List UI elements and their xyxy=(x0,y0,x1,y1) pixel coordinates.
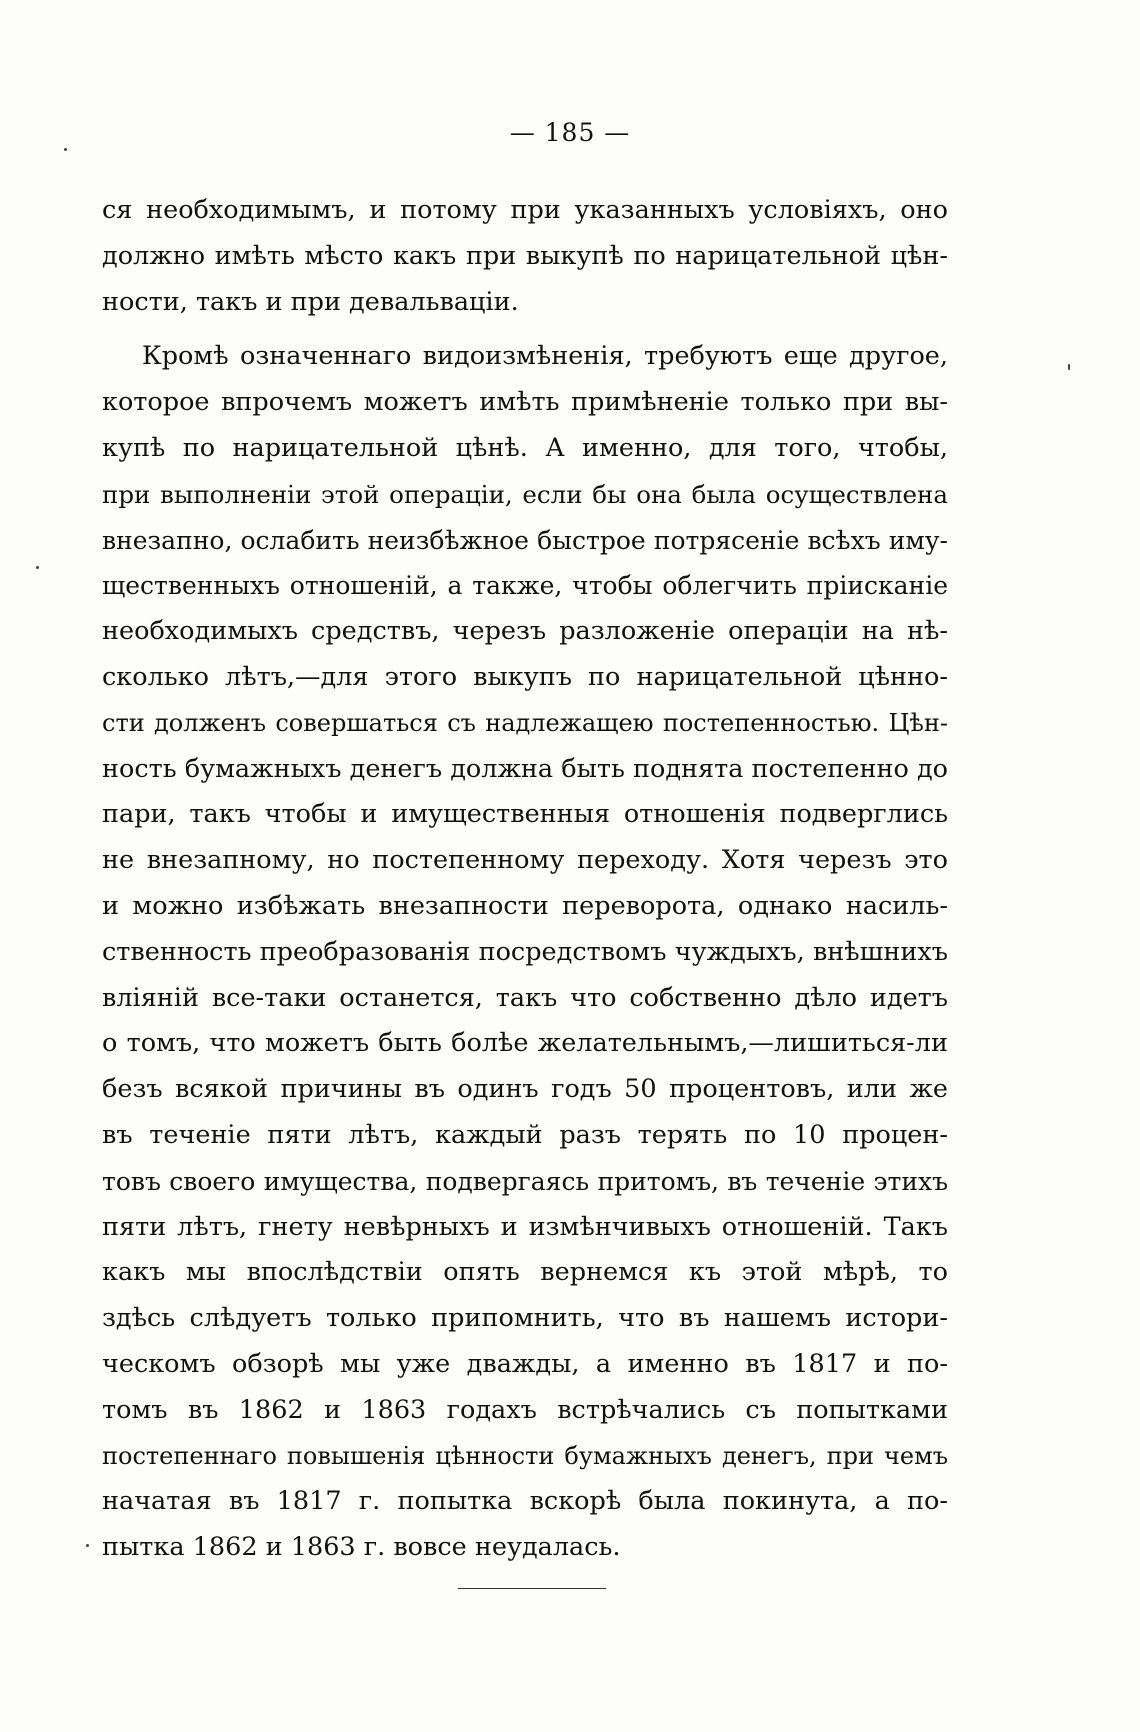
text-line: товъ своего имущества, подвергаясь притомъ, въ теченіе этихъ xyxy=(102,1166,948,1196)
text-line: здѣсь слѣдуетъ только припомнить, что въ нашемъ истори- xyxy=(102,1303,948,1334)
text-line: внезапно, ослабить неизбѣжное быстрое потрясеніе всѣхъ иму- xyxy=(102,525,948,555)
text-line: томъ въ 1862 и 1863 годахъ встрѣчались съ попытками xyxy=(102,1394,948,1425)
text-line: купѣ по нарицательной цѣнѣ. А именно, для того, чтобы, xyxy=(102,432,948,463)
body-text xyxy=(102,188,948,1571)
text-line: необходимыхъ средствъ, черезъ разложеніе операціи на нѣ- xyxy=(102,616,948,647)
text-line: безъ всякой причины въ одинъ годъ 50 процентовъ, или же xyxy=(102,1074,948,1105)
text-line: начатая въ 1817 г. попытка вскорѣ была покинута, а по- xyxy=(102,1486,948,1517)
scan-speck xyxy=(86,1544,89,1547)
text-line: постепеннаго повышенія цѣнности бумажныхъ денегъ, при чемъ xyxy=(102,1441,948,1470)
text-line: сколько лѣтъ,—для этого выкупъ по нарицательной цѣнно- xyxy=(102,661,948,692)
text-line: пари, такъ чтобы и имущественныя отношенія подверглись xyxy=(102,799,948,830)
scan-speck xyxy=(64,148,67,151)
page-number: — 185 — xyxy=(509,118,631,147)
text-line: какъ мы впослѣдствіи опять вернемся къ этой мѣрѣ, то xyxy=(102,1257,948,1288)
text-line: Кромѣ означеннаго видоизмѣненія, требуютъ еще другое, xyxy=(142,341,948,372)
text-line: ческомъ обзорѣ мы уже дважды, а именно въ 1817 и по- xyxy=(102,1348,948,1379)
text-line: вліяній все-таки останется, такъ что собственно дѣло идетъ xyxy=(102,982,948,1013)
text-line: ность бумажныхъ денегъ должна быть поднята постепенно до xyxy=(102,753,948,784)
text-line: сти долженъ совершаться съ надлежащею постепенностью. Цѣн- xyxy=(102,708,948,737)
text-line: пытка 1862 и 1863 г. вовсе неудалась. xyxy=(102,1532,621,1563)
text-line: ся необходимымъ, и потому при указанныхъ условіяхъ, оно xyxy=(102,195,948,225)
text-line: ственность преобразованія посредствомъ чуждыхъ, внѣшнихъ xyxy=(102,936,948,967)
text-line: въ теченіе пяти лѣтъ, каждый разъ терять по 10 процен- xyxy=(102,1119,948,1150)
text-line: щественныхъ отношеній, а также, чтобы облегчить пріисканіе xyxy=(102,571,948,601)
text-line: которое впрочемъ можетъ имѣть примѣненіе только при вы- xyxy=(102,387,948,418)
text-line: пяти лѣтъ, гнету невѣрныхъ и измѣнчивыхъ отношеній. Такъ xyxy=(102,1211,948,1242)
text-line: о томъ, что можетъ быть болѣе желательнымъ,—лишиться-ли xyxy=(102,1028,948,1059)
text-line: ности, такъ и при девальваціи. xyxy=(102,286,519,317)
text-line: при выполненіи этой операціи, если бы она была осуществлена xyxy=(102,479,948,509)
end-rule xyxy=(458,1588,606,1589)
scan-speck xyxy=(36,566,39,569)
scan-speck xyxy=(1068,364,1070,370)
text-line: должно имѣть мѣсто какъ при выкупѣ по нарицательной цѣн- xyxy=(102,240,948,271)
text-line: не внезапному, но постепенному переходу. Хотя черезъ это xyxy=(102,845,948,876)
text-line: и можно избѣжать внезапности переворота, однако насиль- xyxy=(102,890,948,921)
